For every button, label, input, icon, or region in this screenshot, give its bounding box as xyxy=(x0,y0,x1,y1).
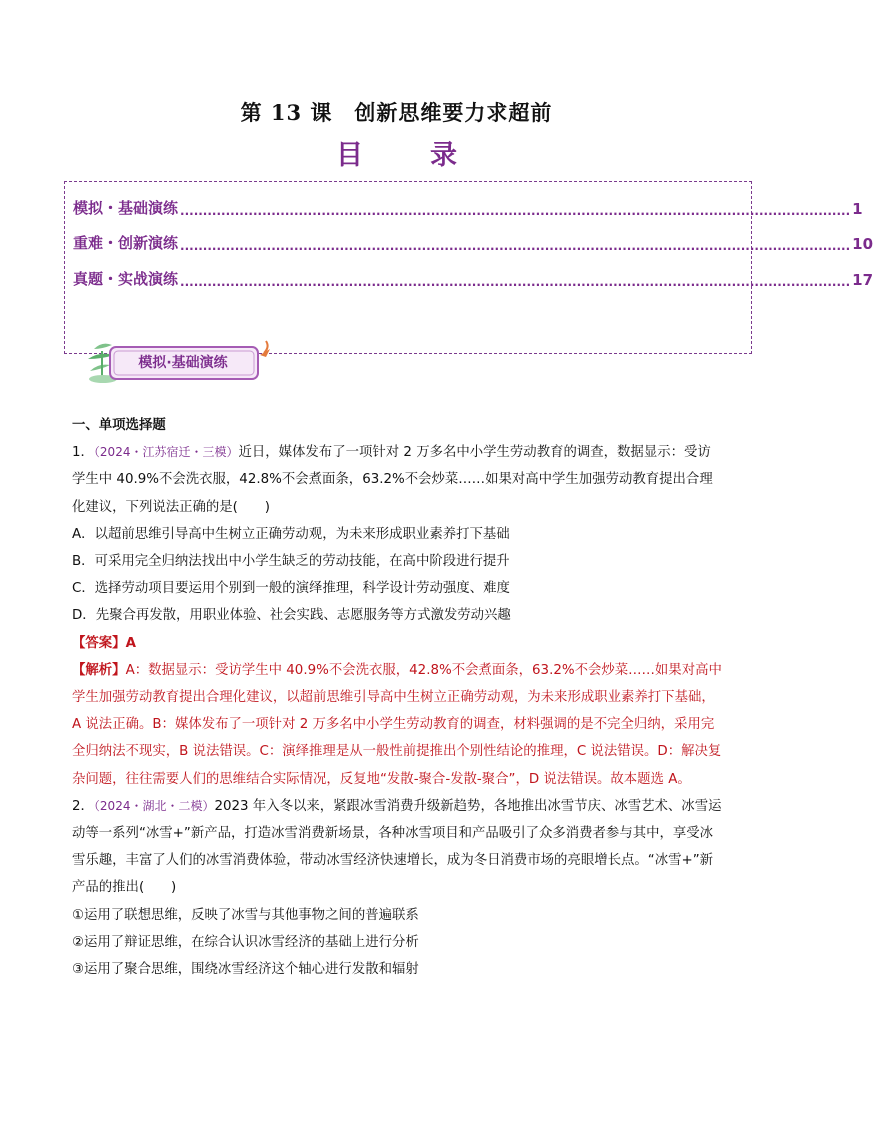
option-b: B．可采用完全归纳法找出中小学生缺乏的劳动技能，在高中阶段进行提升 xyxy=(72,554,510,570)
statement-1: ①运用了联想思维，反映了冰雪与其他事物之间的普遍联系 xyxy=(72,907,419,923)
analysis-paragraph xyxy=(72,657,722,793)
toc-entry-label: 重难・创新演练 xyxy=(73,234,179,252)
toc-leader-dots: ................................................................................................................................................... xyxy=(180,239,851,253)
question-stem: 2023 年入冬以来，紧跟冰雪消费升级新趋势，各地推出冰雪节庆、冰雪艺术、冰雪运动等一系列“冰雪+”新产品，打造冰雪消费新场景，各种冰雪项目和产品吸引了众多消费者参与其中，享受冰雪乐趣，丰富了人们的冰雪消费体验，带动冰雪经济快速增长，成为冬日消费市场的亮眼增长点。“冰雪+”新产品的推出( ) xyxy=(72,798,722,896)
toc-entry[interactable] xyxy=(73,194,863,218)
answer-value: A xyxy=(125,635,136,651)
toc-entry-page: 17 xyxy=(852,271,873,289)
section-heading: 一、单项选择题 xyxy=(72,418,166,433)
statement-2: ②运用了辩证思维，在综合认识冰雪经济的基础上进行分析 xyxy=(72,934,419,950)
toc-entry[interactable] xyxy=(73,265,873,289)
question-2 xyxy=(72,793,722,902)
answer-tag: 【答案】 xyxy=(72,635,126,651)
toc-entry-page: 1 xyxy=(852,200,863,218)
analysis-text: A：数据显示：受访学生中 40.9%不会洗衣服，42.8%不会煮面条，63.2%不会炒菜……如果对高中学生加强劳动教育提出合理化建议，以超前思维引导高中生树立正确劳动观，为未来形成职业素养打下基础，A 说法正确。B：媒体发布了一项针对 2 万多名中小学生劳动教育的调查，材料强调的是不完全归纳，采用完全归纳法不现实，B 说法错误。C：演绎推理是从一般性前提推出个别性结论的推理，C 说法错误。D：解决复杂问题，往往需要人们的思维结合实际情况，反复地“发散-聚合-发散-聚合”，D 说法错误。故本题选 A。 xyxy=(72,662,722,787)
toc-title: 目 录 xyxy=(336,140,477,171)
toc-leader-dots: ................................................................................................................................................... xyxy=(180,204,851,218)
toc-entry-label: 模拟・基础演练 xyxy=(73,199,179,217)
toc-entry-label: 真题・实战演练 xyxy=(73,270,179,288)
option-a: A．以超前思维引导高中生树立正确劳动观，为未来形成职业素养打下基础 xyxy=(72,526,510,542)
option-d: D．先聚合再发散，用职业体验、社会实践、志愿服务等方式激发劳动兴趣 xyxy=(72,608,511,624)
toc-leader-dots: ................................................................................................................................................... xyxy=(180,275,851,289)
analysis-tag: 【解析】 xyxy=(72,662,126,678)
question-source: （2024・江苏宿迁・三模） xyxy=(93,445,239,460)
question-number: 2． xyxy=(72,798,94,814)
option-c: C．选择劳动项目要运用个别到一般的演绎推理，科学设计劳动强度、难度 xyxy=(72,581,510,597)
banner-label: 模拟·基础演练 xyxy=(138,355,228,371)
toc-entry[interactable] xyxy=(73,229,873,253)
question-number: 1． xyxy=(72,445,94,461)
question-stem: 近日，媒体发布了一项针对 2 万多名中小学生劳动教育的调查，数据显示：受访学生中 40.9%不会洗衣服，42.8%不会煮面条，63.2%不会炒菜……如果对高中学生加强劳动教育提出合理化建议，下列说法正确的是( ) xyxy=(72,445,713,515)
answer-line xyxy=(72,630,722,657)
question-source: （2024・湖北・二模） xyxy=(93,798,215,813)
table-of-contents xyxy=(64,181,873,354)
question-content xyxy=(72,412,722,983)
question-1 xyxy=(72,439,722,521)
lesson-title: 第 13 课 创新思维要力求超前 xyxy=(240,100,553,125)
toc-entry-page: 10 xyxy=(852,235,873,253)
statement-3: ③运用了聚合思维，围绕冰雪经济这个轴心进行发散和辐射 xyxy=(72,962,419,978)
